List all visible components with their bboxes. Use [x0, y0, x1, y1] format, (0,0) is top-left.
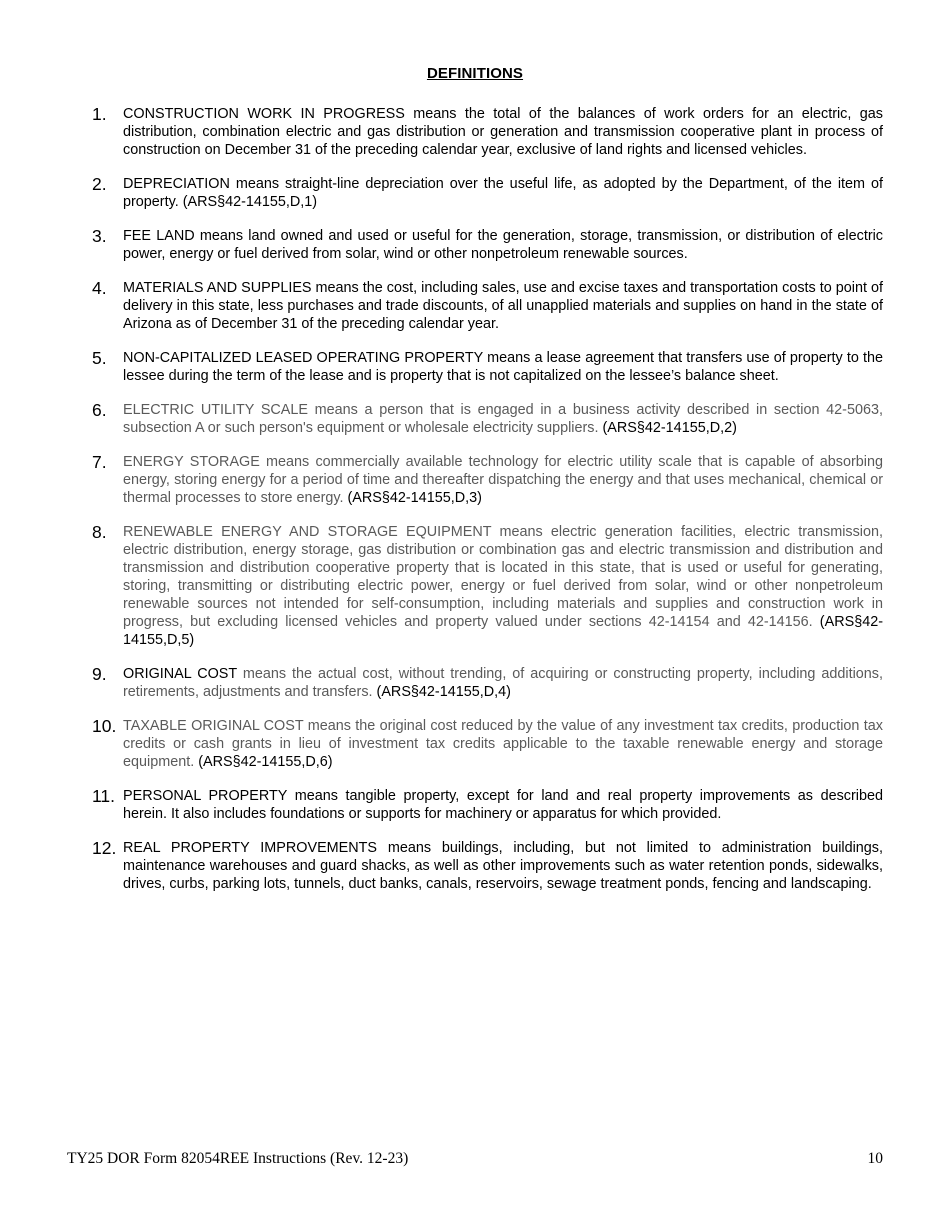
definition-body: means the actual cost, without trending, of acquiring or constructing property, including additions, retirements, adjustments and transfers. — [123, 666, 883, 700]
definition-term: ORIGINAL COST — [123, 666, 237, 682]
definition-number: 3. — [92, 226, 107, 246]
page-number: 10 — [867, 1150, 883, 1167]
statute-citation: (ARS§42-14155,D,4) — [372, 684, 511, 700]
definition-text — [123, 665, 883, 701]
page-title: DEFINITIONS — [426, 65, 524, 82]
definition-number: 1. — [92, 104, 107, 124]
definition-item — [92, 105, 883, 159]
definition-body: ELECTRIC UTILITY SCALE means a person that is engaged in a business activity described in section 42-5063, subsection A or such person's equipment or wholesale electricity suppliers. — [123, 402, 883, 436]
definition-text — [123, 453, 883, 507]
definition-number: 11. — [92, 786, 116, 806]
definition-number: 6. — [92, 400, 107, 420]
definition-text: NON-CAPITALIZED LEASED OPERATING PROPERTY means a lease agreement that transfers use of property to the lessee during the term of the lease and is property that is not capitalized on the lessee’s balance sheet. — [123, 350, 883, 384]
definition-number: 5. — [92, 348, 107, 368]
definition-item — [92, 839, 883, 893]
definition-item — [92, 787, 883, 823]
definition-text: PERSONAL PROPERTY means tangible property, except for land and real property improvements as described herein. It also includes foundations or supports for machinery or apparatus for which provided. — [123, 788, 883, 822]
statute-citation: (ARS§42-14155,D,6) — [194, 754, 333, 770]
statute-citation: (ARS§42-14155,D,3) — [343, 490, 482, 506]
definition-body: RENEWABLE ENERGY AND STORAGE EQUIPMENT means electric generation facilities, electric transmission, electric distribution, energy storage, gas distribution or combination gas and electric transmission and distribution and transmission and distribution cooperative property that is located in this state, that is used or useful for generating, storing, transmitting or distributing electric power, energy or fuel derived from solar, wind or other nonpetroleum renewable sources not intended for self-consumption, including materials and supplies and construction work in progress, but excluding licensed vehicles and property valued under sections 42-14154 and 42-14156. — [123, 524, 883, 630]
statute-citation: (ARS§42-14155,D,5) — [123, 614, 883, 648]
definition-item — [92, 227, 883, 263]
definition-number: 9. — [92, 664, 107, 684]
definition-item — [92, 175, 883, 211]
definition-item — [92, 279, 883, 333]
definition-text: FEE LAND means land owned and used or useful for the generation, storage, transmission, or distribution of electric power, energy or fuel derived from solar, wind or other nonpetroleum renewable sources. — [123, 228, 883, 262]
definition-item — [92, 349, 883, 385]
definition-item — [92, 717, 883, 771]
definition-item — [92, 453, 883, 507]
definition-number: 2. — [92, 174, 107, 194]
definition-text: MATERIALS AND SUPPLIES means the cost, including sales, use and excise taxes and transportation costs to point of delivery in this state, less purchases and trade discounts, of all unapplied materials and supplies on hand in the state of Arizona as of December 31 of the preceding calendar year. — [123, 280, 883, 332]
definition-text — [123, 717, 883, 771]
statute-citation: (ARS§42-14155,D,2) — [598, 420, 737, 436]
definition-text — [123, 401, 883, 437]
definition-text: DEPRECIATION means straight-line depreciation over the useful life, as adopted by the Department, of the item of property. (ARS§42-14155,D,1) — [123, 176, 883, 210]
definitions-list — [92, 105, 883, 909]
definition-text: REAL PROPERTY IMPROVEMENTS means buildings, including, but not limited to administration buildings, maintenance warehouses and guard shacks, as well as other improvements such as water retention ponds, sidewalks, drives, curbs, parking lots, tunnels, duct banks, canals, reservoirs, sewage treatment ponds, fencing and landscaping. — [123, 840, 883, 892]
definition-item — [92, 523, 883, 649]
definition-body: ENERGY STORAGE means commercially available technology for electric utility scale that is capable of absorbing energy, storing energy for a period of time and thereafter dispatching the energy and that uses mechanical, chemical or thermal processes to store energy. — [123, 454, 883, 506]
definition-text: CONSTRUCTION WORK IN PROGRESS means the total of the balances of work orders for an electric, gas distribution, combination electric and gas distribution or generation and transmission cooperative plant in process of construction on December 31 of the preceding calendar year, exclusive of land rights and licensed vehicles. — [123, 106, 883, 158]
definition-body: TAXABLE ORIGINAL COST means the original cost reduced by the value of any investment tax credits, production tax credits or cash grants in lieu of investment tax credits applicable to the taxable renewable energy and storage equipment. — [123, 718, 883, 770]
definition-number: 12. — [92, 838, 117, 858]
definition-number: 10. — [92, 716, 117, 736]
footer-form-id: TY25 DOR Form 82054REE Instructions (Rev. 12-23) — [67, 1150, 409, 1167]
definition-item — [92, 665, 883, 701]
definition-number: 7. — [92, 452, 107, 472]
definition-number: 8. — [92, 522, 107, 542]
definition-number: 4. — [92, 278, 107, 298]
definition-item — [92, 401, 883, 437]
definition-text — [123, 523, 883, 649]
